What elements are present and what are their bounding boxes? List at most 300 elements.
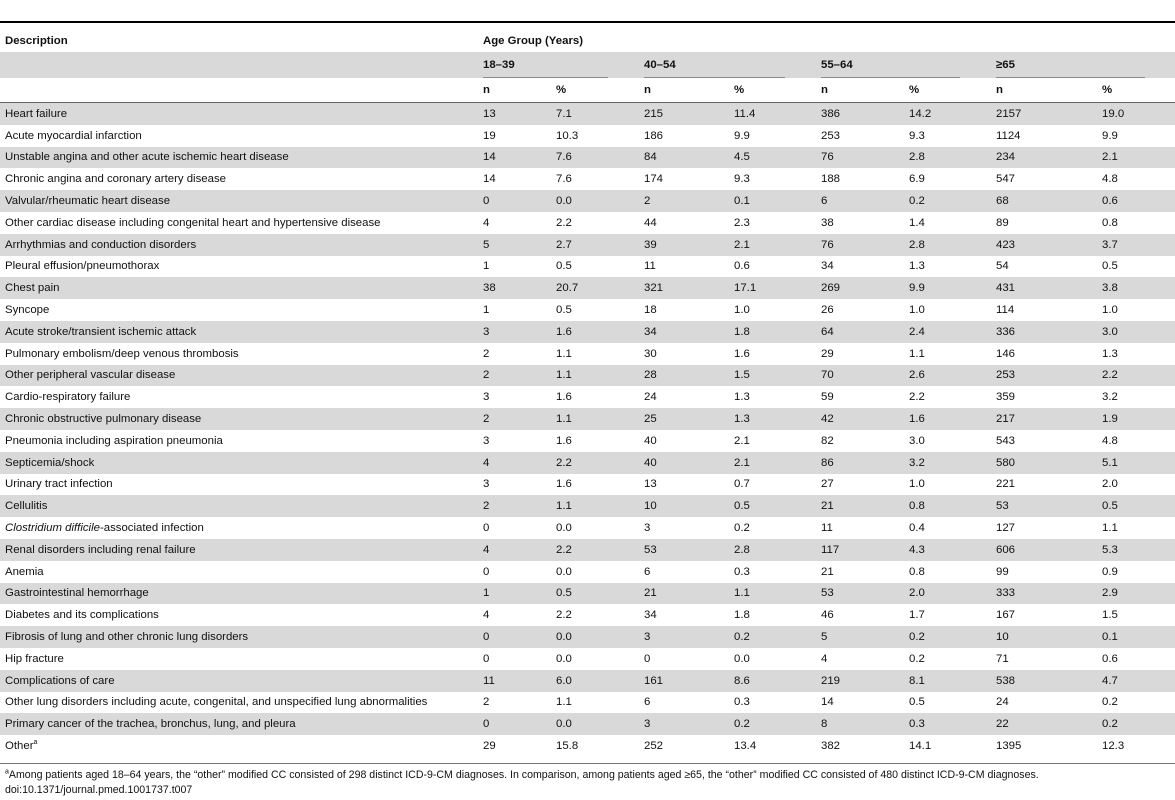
cell-n-40-54: 34 xyxy=(638,604,728,626)
cell-n-55-64: 46 xyxy=(815,604,903,626)
cell-pct-40-54: 2.8 xyxy=(728,539,815,561)
cell-n-55-64: 42 xyxy=(815,408,903,430)
cell-n-18-39: 3 xyxy=(477,321,550,343)
cell-n-65-plus: 359 xyxy=(990,386,1096,408)
cell-n-18-39: 5 xyxy=(477,234,550,256)
row-label-text: Diabetes and its complications xyxy=(5,609,159,622)
cell-n-65-plus: 253 xyxy=(990,365,1096,387)
row-label xyxy=(0,103,477,125)
cell-pct-55-64: 2.0 xyxy=(903,583,990,605)
cell-n-55-64: 70 xyxy=(815,365,903,387)
cell-n-18-39: 3 xyxy=(477,430,550,452)
cell-pct-55-64: 2.8 xyxy=(903,234,990,256)
cell-pct-65-plus: 5.3 xyxy=(1096,539,1175,561)
cell-pct-18-39: 6.0 xyxy=(550,670,638,692)
cell-pct-65-plus: 0.6 xyxy=(1096,190,1175,212)
row-label xyxy=(0,735,477,757)
row-label-text: Syncope xyxy=(5,304,50,317)
cell-n-18-39: 2 xyxy=(477,408,550,430)
cell-pct-55-64: 3.0 xyxy=(903,430,990,452)
row-label-text: Chronic angina and coronary artery disease xyxy=(5,173,226,186)
row-label xyxy=(0,277,477,299)
row-label-text: Other xyxy=(5,740,34,752)
cell-pct-65-plus: 4.8 xyxy=(1096,168,1175,190)
subheader-percent: % xyxy=(1096,78,1175,103)
row-label xyxy=(0,626,477,648)
table-row xyxy=(0,299,1175,321)
table-top-rule xyxy=(0,21,1175,23)
row-label-text: Primary cancer of the trachea, bronchus, lung, and pleura xyxy=(5,718,296,731)
cell-pct-55-64: 1.3 xyxy=(903,256,990,278)
cell-pct-40-54: 0.6 xyxy=(728,256,815,278)
cell-pct-65-plus: 5.1 xyxy=(1096,452,1175,474)
cell-n-55-64: 21 xyxy=(815,561,903,583)
cell-n-65-plus: 114 xyxy=(990,299,1096,321)
cell-pct-55-64: 1.0 xyxy=(903,299,990,321)
cell-n-40-54: 30 xyxy=(638,343,728,365)
row-label xyxy=(0,648,477,670)
cell-n-65-plus: 580 xyxy=(990,452,1096,474)
row-label-text: Other lung disorders including acute, congenital, and unspecified lung abnormalities xyxy=(5,696,428,709)
row-label-text: Renal disorders including renal failure xyxy=(5,543,196,556)
row-label xyxy=(0,365,477,387)
cell-pct-18-39: 1.1 xyxy=(550,692,638,714)
cell-pct-18-39: 15.8 xyxy=(550,735,638,757)
cell-pct-55-64: 1.4 xyxy=(903,212,990,234)
table-row xyxy=(0,539,1175,561)
cell-n-55-64: 29 xyxy=(815,343,903,365)
cell-n-40-54: 53 xyxy=(638,539,728,561)
row-label-text: Cellulitis xyxy=(5,500,48,513)
cell-pct-55-64: 2.4 xyxy=(903,321,990,343)
group-header-65-plus: ≥65 xyxy=(990,52,1175,78)
cell-pct-65-plus: 2.1 xyxy=(1096,147,1175,169)
header-empty-cell xyxy=(0,78,477,103)
table-row xyxy=(0,321,1175,343)
cell-n-55-64: 382 xyxy=(815,735,903,757)
cell-pct-18-39: 0.0 xyxy=(550,626,638,648)
row-label-text: Pleural effusion/pneumothorax xyxy=(5,260,160,273)
footnote-text: Among patients aged 18–64 years, the “other” modified CC consisted of 298 distinct ICD-9-CM diagnoses. In comparison, among patients aged ≥65, the “other” modified CC consisted of 480 distinct ICD-9-CM diagnoses. xyxy=(8,769,1039,781)
subheader-percent: % xyxy=(903,78,990,103)
row-label-text: Acute myocardial infarction xyxy=(5,129,142,142)
subheader-n: n xyxy=(990,78,1096,103)
cell-n-40-54: 13 xyxy=(638,474,728,496)
row-label xyxy=(0,604,477,626)
cell-pct-40-54: 2.3 xyxy=(728,212,815,234)
cell-pct-65-plus: 3.2 xyxy=(1096,386,1175,408)
cell-pct-55-64: 0.3 xyxy=(903,713,990,735)
cell-pct-18-39: 0.0 xyxy=(550,190,638,212)
cell-pct-55-64: 0.4 xyxy=(903,517,990,539)
header-empty-cell xyxy=(0,52,477,78)
cell-pct-18-39: 1.6 xyxy=(550,321,638,343)
cell-n-40-54: 18 xyxy=(638,299,728,321)
cell-pct-18-39: 1.6 xyxy=(550,386,638,408)
cell-pct-40-54: 0.5 xyxy=(728,495,815,517)
cell-n-18-39: 4 xyxy=(477,212,550,234)
table-row xyxy=(0,626,1175,648)
cell-pct-65-plus: 4.7 xyxy=(1096,670,1175,692)
row-label xyxy=(0,692,477,714)
cell-pct-55-64: 9.3 xyxy=(903,125,990,147)
cell-n-18-39: 3 xyxy=(477,474,550,496)
cell-pct-55-64: 8.1 xyxy=(903,670,990,692)
cell-n-55-64: 6 xyxy=(815,190,903,212)
cell-n-65-plus: 1395 xyxy=(990,735,1096,757)
cell-n-40-54: 44 xyxy=(638,212,728,234)
table-footer xyxy=(5,768,1039,798)
cell-pct-55-64: 3.2 xyxy=(903,452,990,474)
doi-text: doi:10.1371/journal.pmed.1001737.t007 xyxy=(5,784,193,796)
cell-pct-18-39: 1.1 xyxy=(550,365,638,387)
cell-n-18-39: 0 xyxy=(477,561,550,583)
cell-n-55-64: 269 xyxy=(815,277,903,299)
table-row xyxy=(0,474,1175,496)
row-label-italic: Clostridium difficile xyxy=(5,522,100,535)
row-label-text: Arrhythmias and conduction disorders xyxy=(5,238,197,251)
cell-pct-65-plus: 9.9 xyxy=(1096,125,1175,147)
cell-pct-55-64: 14.1 xyxy=(903,735,990,757)
cell-n-18-39: 13 xyxy=(477,103,550,125)
header-row-groups xyxy=(0,52,1175,78)
cell-pct-55-64: 0.8 xyxy=(903,495,990,517)
table-row xyxy=(0,430,1175,452)
cell-pct-65-plus: 0.2 xyxy=(1096,692,1175,714)
cell-pct-65-plus: 0.8 xyxy=(1096,212,1175,234)
cell-n-40-54: 252 xyxy=(638,735,728,757)
cell-n-65-plus: 234 xyxy=(990,147,1096,169)
cell-pct-40-54: 1.3 xyxy=(728,408,815,430)
cell-n-40-54: 174 xyxy=(638,168,728,190)
group-header-18-39: 18–39 xyxy=(477,52,638,78)
cell-n-40-54: 6 xyxy=(638,692,728,714)
cell-n-65-plus: 333 xyxy=(990,583,1096,605)
cell-pct-55-64: 6.9 xyxy=(903,168,990,190)
footnote xyxy=(5,768,1039,783)
cell-pct-40-54: 0.2 xyxy=(728,713,815,735)
table-row xyxy=(0,517,1175,539)
group-header-55-64: 55–64 xyxy=(815,52,990,78)
cell-n-40-54: 321 xyxy=(638,277,728,299)
table-row xyxy=(0,386,1175,408)
data-table xyxy=(0,29,1175,757)
row-label-text: Gastrointestinal hemorrhage xyxy=(5,587,149,600)
table-row xyxy=(0,408,1175,430)
table-row xyxy=(0,648,1175,670)
row-label-text: Hip fracture xyxy=(5,652,64,665)
subheader-n: n xyxy=(638,78,728,103)
row-label-text: Pneumonia including aspiration pneumonia xyxy=(5,434,223,447)
cell-n-40-54: 3 xyxy=(638,517,728,539)
cell-n-55-64: 27 xyxy=(815,474,903,496)
cell-pct-65-plus: 2.0 xyxy=(1096,474,1175,496)
cell-n-55-64: 14 xyxy=(815,692,903,714)
cell-n-55-64: 4 xyxy=(815,648,903,670)
cell-pct-18-39: 2.2 xyxy=(550,212,638,234)
cell-n-65-plus: 1124 xyxy=(990,125,1096,147)
cell-pct-18-39: 0.5 xyxy=(550,299,638,321)
cell-n-40-54: 11 xyxy=(638,256,728,278)
cell-pct-18-39: 2.2 xyxy=(550,452,638,474)
table-row xyxy=(0,147,1175,169)
footnote-mark: a xyxy=(5,768,9,776)
cell-n-65-plus: 99 xyxy=(990,561,1096,583)
cell-n-55-64: 26 xyxy=(815,299,903,321)
cell-n-65-plus: 431 xyxy=(990,277,1096,299)
table-row xyxy=(0,234,1175,256)
cell-pct-40-54: 0.2 xyxy=(728,517,815,539)
cell-n-18-39: 1 xyxy=(477,299,550,321)
cell-n-18-39: 2 xyxy=(477,343,550,365)
cell-pct-40-54: 13.4 xyxy=(728,735,815,757)
cell-pct-55-64: 0.2 xyxy=(903,648,990,670)
cell-pct-55-64: 0.2 xyxy=(903,626,990,648)
cell-pct-55-64: 1.0 xyxy=(903,474,990,496)
cell-pct-65-plus: 0.2 xyxy=(1096,713,1175,735)
header-row-top xyxy=(0,29,1175,52)
cell-n-55-64: 76 xyxy=(815,234,903,256)
cell-pct-55-64: 1.1 xyxy=(903,343,990,365)
row-label xyxy=(0,474,477,496)
cell-n-18-39: 0 xyxy=(477,190,550,212)
cell-n-55-64: 11 xyxy=(815,517,903,539)
cell-pct-55-64: 9.9 xyxy=(903,277,990,299)
cell-pct-40-54: 0.3 xyxy=(728,561,815,583)
cell-pct-40-54: 0.1 xyxy=(728,190,815,212)
cell-pct-65-plus: 0.1 xyxy=(1096,626,1175,648)
cell-pct-65-plus: 19.0 xyxy=(1096,103,1175,125)
cell-n-55-64: 53 xyxy=(815,583,903,605)
row-label-text: Chronic obstructive pulmonary disease xyxy=(5,413,202,426)
cell-n-65-plus: 423 xyxy=(990,234,1096,256)
cell-n-18-39: 4 xyxy=(477,539,550,561)
cell-n-18-39: 1 xyxy=(477,256,550,278)
cell-n-55-64: 5 xyxy=(815,626,903,648)
cell-pct-40-54: 1.3 xyxy=(728,386,815,408)
table-row xyxy=(0,495,1175,517)
cell-pct-55-64: 2.6 xyxy=(903,365,990,387)
cell-pct-40-54: 11.4 xyxy=(728,103,815,125)
row-label xyxy=(0,452,477,474)
row-label xyxy=(0,234,477,256)
cell-pct-55-64: 0.5 xyxy=(903,692,990,714)
cell-pct-18-39: 2.2 xyxy=(550,604,638,626)
cell-pct-40-54: 9.9 xyxy=(728,125,815,147)
cell-pct-55-64: 0.8 xyxy=(903,561,990,583)
table-row xyxy=(0,713,1175,735)
cell-n-65-plus: 53 xyxy=(990,495,1096,517)
description-header: Description xyxy=(5,34,68,47)
row-label xyxy=(0,125,477,147)
cell-n-55-64: 8 xyxy=(815,713,903,735)
cell-pct-18-39: 1.1 xyxy=(550,495,638,517)
cell-pct-65-plus: 4.8 xyxy=(1096,430,1175,452)
cell-n-65-plus: 606 xyxy=(990,539,1096,561)
row-label-text: Fibrosis of lung and other chronic lung disorders xyxy=(5,631,249,644)
cell-n-40-54: 84 xyxy=(638,147,728,169)
cell-pct-55-64: 0.2 xyxy=(903,190,990,212)
cell-n-18-39: 0 xyxy=(477,648,550,670)
row-label-text: Unstable angina and other acute ischemic heart disease xyxy=(5,151,289,164)
cell-n-55-64: 117 xyxy=(815,539,903,561)
cell-pct-40-54: 2.1 xyxy=(728,234,815,256)
cell-pct-18-39: 0.0 xyxy=(550,648,638,670)
row-label-text: Chest pain xyxy=(5,282,60,295)
cell-pct-65-plus: 1.3 xyxy=(1096,343,1175,365)
cell-n-40-54: 21 xyxy=(638,583,728,605)
cell-n-18-39: 4 xyxy=(477,604,550,626)
cell-n-55-64: 82 xyxy=(815,430,903,452)
row-label xyxy=(0,147,477,169)
cell-n-65-plus: 68 xyxy=(990,190,1096,212)
subheader-percent: % xyxy=(728,78,815,103)
cell-pct-65-plus: 1.9 xyxy=(1096,408,1175,430)
cell-n-55-64: 38 xyxy=(815,212,903,234)
cell-n-55-64: 59 xyxy=(815,386,903,408)
cell-pct-18-39: 2.2 xyxy=(550,539,638,561)
cell-pct-18-39: 10.3 xyxy=(550,125,638,147)
cell-pct-40-54: 2.1 xyxy=(728,452,815,474)
cell-n-65-plus: 22 xyxy=(990,713,1096,735)
cell-pct-40-54: 1.8 xyxy=(728,604,815,626)
row-label xyxy=(0,408,477,430)
cell-pct-18-39: 0.0 xyxy=(550,713,638,735)
cell-n-55-64: 188 xyxy=(815,168,903,190)
cell-pct-18-39: 0.5 xyxy=(550,583,638,605)
cell-n-18-39: 11 xyxy=(477,670,550,692)
cell-pct-18-39: 1.6 xyxy=(550,430,638,452)
cell-pct-18-39: 0.5 xyxy=(550,256,638,278)
table-row xyxy=(0,190,1175,212)
age-group-header: Age Group (Years) xyxy=(483,34,584,47)
cell-pct-40-54: 0.3 xyxy=(728,692,815,714)
table-row xyxy=(0,125,1175,147)
cell-n-18-39: 29 xyxy=(477,735,550,757)
cell-pct-40-54: 17.1 xyxy=(728,277,815,299)
cell-n-40-54: 2 xyxy=(638,190,728,212)
table-body xyxy=(0,103,1175,757)
cell-pct-65-plus: 0.5 xyxy=(1096,256,1175,278)
cell-n-40-54: 161 xyxy=(638,670,728,692)
header-row-subcolumns xyxy=(0,78,1175,103)
row-label-text: Valvular/rheumatic heart disease xyxy=(5,195,171,208)
table-row xyxy=(0,735,1175,757)
cell-pct-18-39: 7.6 xyxy=(550,168,638,190)
cell-pct-55-64: 4.3 xyxy=(903,539,990,561)
cell-n-18-39: 1 xyxy=(477,583,550,605)
cell-n-40-54: 24 xyxy=(638,386,728,408)
subheader-percent: % xyxy=(550,78,638,103)
row-label-text: -associated infection xyxy=(99,522,204,535)
table-row xyxy=(0,670,1175,692)
table-row xyxy=(0,256,1175,278)
cell-pct-40-54: 1.1 xyxy=(728,583,815,605)
cell-n-18-39: 3 xyxy=(477,386,550,408)
cell-pct-40-54: 8.6 xyxy=(728,670,815,692)
cell-n-65-plus: 538 xyxy=(990,670,1096,692)
cell-n-55-64: 86 xyxy=(815,452,903,474)
cell-n-18-39: 0 xyxy=(477,713,550,735)
cell-pct-18-39: 0.0 xyxy=(550,561,638,583)
cell-pct-65-plus: 1.5 xyxy=(1096,604,1175,626)
cell-n-40-54: 34 xyxy=(638,321,728,343)
table-row xyxy=(0,692,1175,714)
table-row xyxy=(0,452,1175,474)
cell-pct-55-64: 1.7 xyxy=(903,604,990,626)
cell-pct-18-39: 1.1 xyxy=(550,408,638,430)
cell-pct-65-plus: 0.6 xyxy=(1096,648,1175,670)
cell-pct-65-plus: 0.5 xyxy=(1096,495,1175,517)
row-label-text: Anemia xyxy=(5,565,44,578)
table-row xyxy=(0,604,1175,626)
cell-pct-65-plus: 1.1 xyxy=(1096,517,1175,539)
row-label xyxy=(0,561,477,583)
cell-n-18-39: 2 xyxy=(477,365,550,387)
cell-pct-40-54: 0.7 xyxy=(728,474,815,496)
row-label-text: Pulmonary embolism/deep venous thrombosis xyxy=(5,347,239,360)
cell-n-65-plus: 71 xyxy=(990,648,1096,670)
cell-n-65-plus: 89 xyxy=(990,212,1096,234)
cell-pct-65-plus: 12.3 xyxy=(1096,735,1175,757)
row-label xyxy=(0,583,477,605)
cell-n-18-39: 2 xyxy=(477,495,550,517)
cell-n-55-64: 76 xyxy=(815,147,903,169)
cell-pct-18-39: 2.7 xyxy=(550,234,638,256)
cell-pct-55-64: 14.2 xyxy=(903,103,990,125)
cell-n-18-39: 2 xyxy=(477,692,550,714)
cell-pct-65-plus: 2.9 xyxy=(1096,583,1175,605)
cell-n-40-54: 186 xyxy=(638,125,728,147)
row-label xyxy=(0,539,477,561)
cell-n-65-plus: 167 xyxy=(990,604,1096,626)
cell-pct-65-plus: 1.0 xyxy=(1096,299,1175,321)
cell-pct-18-39: 0.0 xyxy=(550,517,638,539)
cell-pct-55-64: 1.6 xyxy=(903,408,990,430)
row-label-footnote-mark: a xyxy=(33,739,38,747)
cell-n-18-39: 0 xyxy=(477,517,550,539)
cell-n-40-54: 28 xyxy=(638,365,728,387)
cell-n-40-54: 10 xyxy=(638,495,728,517)
cell-n-40-54: 3 xyxy=(638,713,728,735)
row-label xyxy=(0,343,477,365)
table-row xyxy=(0,277,1175,299)
cell-n-65-plus: 547 xyxy=(990,168,1096,190)
cell-pct-65-plus: 2.2 xyxy=(1096,365,1175,387)
table-bottom-rule xyxy=(0,763,1175,764)
row-label xyxy=(0,495,477,517)
cell-n-40-54: 39 xyxy=(638,234,728,256)
cell-pct-65-plus: 3.0 xyxy=(1096,321,1175,343)
cell-pct-18-39: 1.1 xyxy=(550,343,638,365)
row-label-text: Cardio-respiratory failure xyxy=(5,391,131,404)
cell-n-65-plus: 2157 xyxy=(990,103,1096,125)
cell-pct-40-54: 1.8 xyxy=(728,321,815,343)
row-label xyxy=(0,713,477,735)
cell-pct-40-54: 0.2 xyxy=(728,626,815,648)
row-label xyxy=(0,256,477,278)
cell-n-55-64: 219 xyxy=(815,670,903,692)
cell-n-40-54: 3 xyxy=(638,626,728,648)
cell-pct-65-plus: 0.9 xyxy=(1096,561,1175,583)
table-row xyxy=(0,168,1175,190)
cell-pct-18-39: 7.1 xyxy=(550,103,638,125)
cell-pct-40-54: 0.0 xyxy=(728,648,815,670)
group-header-40-54: 40–54 xyxy=(638,52,815,78)
row-label-text: Septicemia/shock xyxy=(5,456,95,469)
row-label xyxy=(0,168,477,190)
cell-n-65-plus: 24 xyxy=(990,692,1096,714)
